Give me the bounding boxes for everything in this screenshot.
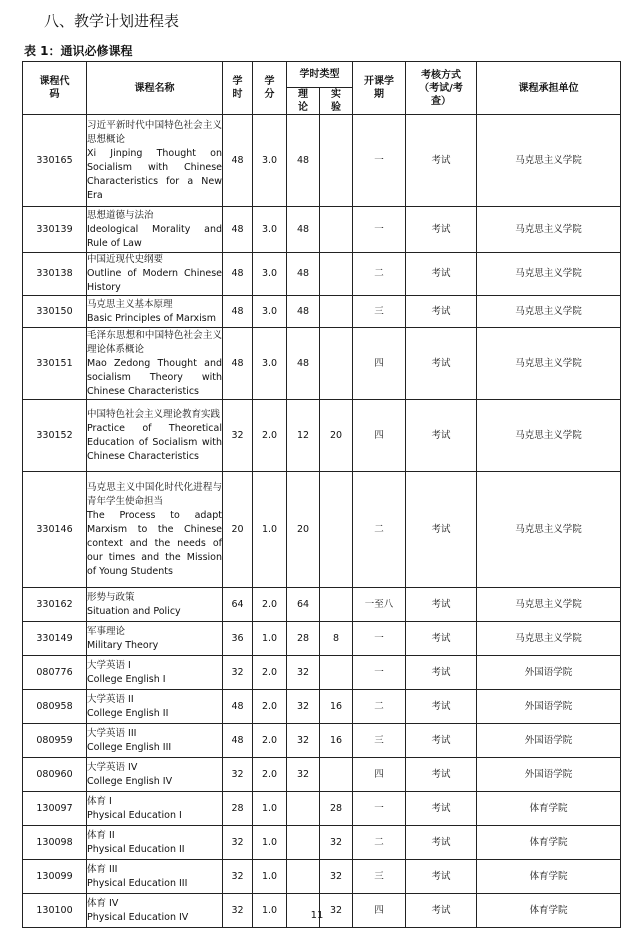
course-hours: 32 xyxy=(223,758,253,792)
header-credits: 学分 xyxy=(253,62,287,115)
theory-hours: 48 xyxy=(287,328,320,400)
table-header xyxy=(23,62,621,115)
course-code: 330146 xyxy=(23,472,87,588)
theory-hours: 12 xyxy=(287,400,320,472)
table-row xyxy=(23,296,621,328)
course-code: 080958 xyxy=(23,690,87,724)
course-hours: 48 xyxy=(223,724,253,758)
teaching-unit: 体育学院 xyxy=(477,826,621,860)
teaching-unit: 马克思主义学院 xyxy=(477,115,621,207)
assessment-type: 考试 xyxy=(406,724,477,758)
course-name-cn: 习近平新时代中国特色社会主义思想概论 xyxy=(87,119,222,145)
table-row xyxy=(23,860,621,894)
course-credits: 2.0 xyxy=(253,724,287,758)
teaching-unit: 外国语学院 xyxy=(477,724,621,758)
course-code: 330149 xyxy=(23,622,87,656)
course-credits: 1.0 xyxy=(253,826,287,860)
course-name xyxy=(87,588,223,622)
course-code: 330152 xyxy=(23,400,87,472)
course-credits: 2.0 xyxy=(253,400,287,472)
assessment-type: 考试 xyxy=(406,400,477,472)
theory-hours: 28 xyxy=(287,622,320,656)
course-name-cn: 大学英语 III xyxy=(87,727,137,739)
course-name-en: Basic Principles of Marxism xyxy=(87,312,216,324)
semester: 四 xyxy=(353,328,406,400)
course-credits: 1.0 xyxy=(253,472,287,588)
assessment-type: 考试 xyxy=(406,115,477,207)
theory-hours: 48 xyxy=(287,115,320,207)
course-name xyxy=(87,792,223,826)
course-name-cn: 体育 II xyxy=(87,829,115,841)
table-row xyxy=(23,826,621,860)
table-row xyxy=(23,207,621,253)
theory-hours: 32 xyxy=(287,758,320,792)
theory-hours: 20 xyxy=(287,472,320,588)
theory-hours: 32 xyxy=(287,656,320,690)
table-row xyxy=(23,792,621,826)
theory-hours: 32 xyxy=(287,690,320,724)
course-code: 330151 xyxy=(23,328,87,400)
course-name-cn: 体育 I xyxy=(87,795,112,807)
table-row xyxy=(23,400,621,472)
table-row xyxy=(23,588,621,622)
practice-hours: 32 xyxy=(320,826,353,860)
assessment-type: 考试 xyxy=(406,622,477,656)
course-name-cn: 毛泽东思想和中国特色社会主义理论体系概论 xyxy=(87,329,222,355)
header-hour-type: 学时类型 xyxy=(287,62,353,88)
course-name-cn: 大学英语 I xyxy=(87,659,131,671)
course-hours: 48 xyxy=(223,115,253,207)
assessment-type: 考试 xyxy=(406,328,477,400)
teaching-unit: 马克思主义学院 xyxy=(477,253,621,296)
course-credits: 2.0 xyxy=(253,656,287,690)
assessment-type: 考试 xyxy=(406,690,477,724)
table-body xyxy=(23,115,621,928)
semester: 一至八 xyxy=(353,588,406,622)
course-credits: 1.0 xyxy=(253,894,287,928)
course-credits: 3.0 xyxy=(253,253,287,296)
semester: 三 xyxy=(353,724,406,758)
course-name xyxy=(87,296,223,328)
header-semester: 开课学期 xyxy=(353,62,406,115)
teaching-unit: 外国语学院 xyxy=(477,656,621,690)
table-title: 表 1：通识必修课程 xyxy=(24,44,133,58)
course-name-en: Physical Education III xyxy=(87,877,188,889)
assessment-type: 考试 xyxy=(406,860,477,894)
course-name-en: Physical Education I xyxy=(87,809,182,821)
practice-hours xyxy=(320,328,353,400)
course-code: 130100 xyxy=(23,894,87,928)
semester: 二 xyxy=(353,690,406,724)
course-name xyxy=(87,656,223,690)
table-row xyxy=(23,253,621,296)
theory-hours: 64 xyxy=(287,588,320,622)
course-code: 330138 xyxy=(23,253,87,296)
course-hours: 48 xyxy=(223,207,253,253)
course-name-en: College English I xyxy=(87,673,166,685)
course-name xyxy=(87,472,223,588)
table-row xyxy=(23,690,621,724)
practice-hours xyxy=(320,588,353,622)
course-name-en: Military Theory xyxy=(87,639,159,651)
practice-hours: 28 xyxy=(320,792,353,826)
theory-hours xyxy=(287,826,320,860)
teaching-unit: 体育学院 xyxy=(477,792,621,826)
assessment-type: 考试 xyxy=(406,826,477,860)
course-name-en: College English III xyxy=(87,741,172,753)
course-name xyxy=(87,207,223,253)
semester: 三 xyxy=(353,860,406,894)
practice-hours: 8 xyxy=(320,622,353,656)
course-name-cn: 形势与政策 xyxy=(87,591,135,603)
course-name-cn: 马克思主义中国化时代化进程与青年学生使命担当 xyxy=(87,481,222,507)
course-credits: 2.0 xyxy=(253,690,287,724)
course-hours: 48 xyxy=(223,296,253,328)
course-hours: 32 xyxy=(223,894,253,928)
teaching-unit: 外国语学院 xyxy=(477,690,621,724)
teaching-unit: 马克思主义学院 xyxy=(477,296,621,328)
assessment-type: 考试 xyxy=(406,472,477,588)
practice-hours xyxy=(320,656,353,690)
course-code: 330150 xyxy=(23,296,87,328)
course-name-en: Xi Jinping Thought on Socialism with Chinese Characteristics for a New Era xyxy=(87,147,222,201)
assessment-type: 考试 xyxy=(406,758,477,792)
semester: 一 xyxy=(353,622,406,656)
teaching-unit: 体育学院 xyxy=(477,894,621,928)
semester: 二 xyxy=(353,253,406,296)
course-name-en: The Process to adapt Marxism to the Chinese context and the needs of our times and the Mission of Young Students xyxy=(87,509,222,577)
practice-hours: 32 xyxy=(320,860,353,894)
course-credits: 3.0 xyxy=(253,296,287,328)
header-unit: 课程承担单位 xyxy=(477,62,621,115)
header-practice: 实验 xyxy=(320,88,353,115)
header-hours: 学时 xyxy=(223,62,253,115)
course-hours: 48 xyxy=(223,690,253,724)
course-name-en: Mao Zedong Thought and socialism Theory with Chinese Characteristics xyxy=(87,357,222,397)
course-hours: 48 xyxy=(223,253,253,296)
course-code: 330165 xyxy=(23,115,87,207)
table-row xyxy=(23,656,621,690)
assessment-type: 考试 xyxy=(406,253,477,296)
course-credits: 3.0 xyxy=(253,115,287,207)
practice-hours: 20 xyxy=(320,400,353,472)
semester: 一 xyxy=(353,207,406,253)
table-row xyxy=(23,472,621,588)
course-name-en: Physical Education IV xyxy=(87,911,189,923)
assessment-type: 考试 xyxy=(406,207,477,253)
semester: 一 xyxy=(353,115,406,207)
course-credits: 1.0 xyxy=(253,792,287,826)
course-name xyxy=(87,826,223,860)
course-hours: 36 xyxy=(223,622,253,656)
practice-hours xyxy=(320,296,353,328)
course-name xyxy=(87,690,223,724)
course-hours: 48 xyxy=(223,328,253,400)
teaching-unit: 体育学院 xyxy=(477,860,621,894)
practice-hours: 32 xyxy=(320,894,353,928)
course-hours: 32 xyxy=(223,400,253,472)
course-name xyxy=(87,758,223,792)
practice-hours: 16 xyxy=(320,690,353,724)
theory-hours: 48 xyxy=(287,207,320,253)
course-name-cn: 思想道德与法治 xyxy=(87,209,154,221)
course-name xyxy=(87,622,223,656)
assessment-type: 考试 xyxy=(406,894,477,928)
course-code: 080776 xyxy=(23,656,87,690)
course-name xyxy=(87,253,223,296)
table-row xyxy=(23,622,621,656)
table-row xyxy=(23,328,621,400)
course-name xyxy=(87,115,223,207)
course-name-cn: 中国近现代史纲要 xyxy=(87,254,164,265)
course-credits: 3.0 xyxy=(253,328,287,400)
course-name-en: College English IV xyxy=(87,775,173,787)
teaching-unit: 马克思主义学院 xyxy=(477,472,621,588)
header-assessment: 考核方式（考试/考查） xyxy=(406,62,477,115)
course-name-en: Situation and Policy xyxy=(87,605,181,617)
theory-hours xyxy=(287,860,320,894)
semester: 四 xyxy=(353,400,406,472)
theory-hours: 48 xyxy=(287,296,320,328)
course-name-cn: 大学英语 II xyxy=(87,693,134,705)
course-name-en: Outline of Modern Chinese History xyxy=(87,268,222,293)
practice-hours xyxy=(320,472,353,588)
course-plan-table xyxy=(22,61,621,928)
course-code: 330162 xyxy=(23,588,87,622)
header-code: 课程代码 xyxy=(23,62,87,115)
practice-hours: 16 xyxy=(320,724,353,758)
course-name xyxy=(87,724,223,758)
course-name xyxy=(87,400,223,472)
teaching-unit: 马克思主义学院 xyxy=(477,207,621,253)
course-hours: 28 xyxy=(223,792,253,826)
practice-hours xyxy=(320,758,353,792)
course-credits: 2.0 xyxy=(253,758,287,792)
assessment-type: 考试 xyxy=(406,296,477,328)
table-row xyxy=(23,724,621,758)
course-name-en: Practice of Theoretical Education of Socialism with Chinese Characteristics xyxy=(87,422,222,462)
semester: 四 xyxy=(353,894,406,928)
course-hours: 32 xyxy=(223,860,253,894)
teaching-unit: 马克思主义学院 xyxy=(477,622,621,656)
course-name-cn: 中国特色社会主义理论教育实践 xyxy=(87,408,221,420)
theory-hours xyxy=(287,792,320,826)
theory-hours: 48 xyxy=(287,253,320,296)
course-credits: 2.0 xyxy=(253,588,287,622)
course-name-en: College English II xyxy=(87,707,169,719)
course-hours: 32 xyxy=(223,826,253,860)
semester: 二 xyxy=(353,472,406,588)
course-name xyxy=(87,328,223,400)
teaching-unit: 马克思主义学院 xyxy=(477,588,621,622)
assessment-type: 考试 xyxy=(406,588,477,622)
course-code: 080960 xyxy=(23,758,87,792)
course-name-cn: 军事理论 xyxy=(87,625,126,637)
course-name-en: Physical Education II xyxy=(87,843,185,855)
header-name: 课程名称 xyxy=(87,62,223,115)
semester: 一 xyxy=(353,792,406,826)
practice-hours xyxy=(320,115,353,207)
practice-hours xyxy=(320,253,353,296)
teaching-unit: 外国语学院 xyxy=(477,758,621,792)
assessment-type: 考试 xyxy=(406,656,477,690)
semester: 四 xyxy=(353,758,406,792)
assessment-type: 考试 xyxy=(406,792,477,826)
course-code: 130097 xyxy=(23,792,87,826)
practice-hours xyxy=(320,207,353,253)
table-row xyxy=(23,115,621,207)
table-row xyxy=(23,758,621,792)
course-code: 130098 xyxy=(23,826,87,860)
teaching-unit: 马克思主义学院 xyxy=(477,400,621,472)
semester: 一 xyxy=(353,656,406,690)
course-hours: 32 xyxy=(223,656,253,690)
course-code: 330139 xyxy=(23,207,87,253)
theory-hours: 32 xyxy=(287,724,320,758)
course-credits: 1.0 xyxy=(253,860,287,894)
course-name-cn: 体育 IV xyxy=(87,897,119,909)
semester: 二 xyxy=(353,826,406,860)
header-theory: 理论 xyxy=(287,88,320,115)
course-name xyxy=(87,860,223,894)
course-name-cn: 马克思主义基本原理 xyxy=(87,298,173,310)
page-number: 11 xyxy=(310,910,324,921)
course-name-en: Ideological Morality and Rule of Law xyxy=(87,223,222,249)
course-credits: 3.0 xyxy=(253,207,287,253)
course-hours: 20 xyxy=(223,472,253,588)
course-name-cn: 体育 III xyxy=(87,863,118,875)
teaching-unit: 马克思主义学院 xyxy=(477,328,621,400)
course-name-cn: 大学英语 IV xyxy=(87,761,138,773)
course-hours: 64 xyxy=(223,588,253,622)
semester: 三 xyxy=(353,296,406,328)
course-credits: 1.0 xyxy=(253,622,287,656)
section-title: 八、教学计划进程表 xyxy=(44,12,180,30)
course-code: 130099 xyxy=(23,860,87,894)
course-code: 080959 xyxy=(23,724,87,758)
